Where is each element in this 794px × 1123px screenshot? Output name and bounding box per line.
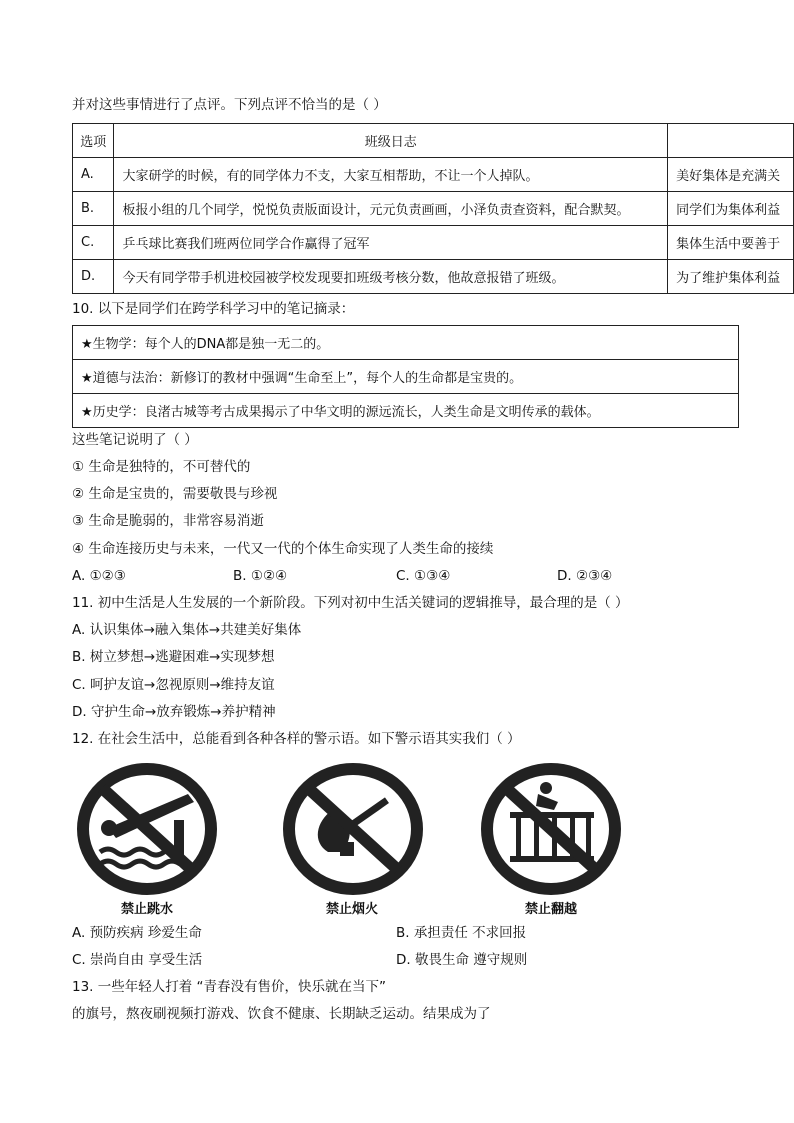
q10-option-a[interactable]: A. ①②③ xyxy=(72,568,126,584)
sign-caption-no-climbing: 禁止翻越 xyxy=(524,902,577,917)
q11-option-c[interactable]: C. 呵护友谊→忽视原则→维持友谊 xyxy=(72,677,275,693)
table-row xyxy=(73,192,794,226)
notes-box xyxy=(72,325,739,428)
row-option: C. xyxy=(73,226,114,260)
statement-3: ③ 生命是脆弱的，非常容易消逝 xyxy=(72,513,264,529)
table-row xyxy=(73,226,794,260)
q10-ask: 这些笔记说明了（ ） xyxy=(72,432,198,448)
row-option: B. xyxy=(73,192,114,226)
header-log: 班级日志 xyxy=(114,124,668,158)
q12-option-a[interactable]: A. 预防疾病 珍爱生命 xyxy=(72,925,202,941)
q9-intro: 并对这些事情进行了点评。下列点评不恰当的是（ ） xyxy=(72,97,387,113)
list-item xyxy=(73,326,739,360)
q13-line2: 的旗号，熬夜刷视频打游戏、饮食不健康、长期缺乏运动。结果成为了 xyxy=(72,1006,491,1022)
header-option: 选项 xyxy=(73,124,114,158)
q12-option-b[interactable]: B. 承担责任 不求回报 xyxy=(396,925,527,941)
q12-stem: 12. 在社会生活中，总能看到各种各样的警示语。如下警示语其实我们（ ） xyxy=(72,731,521,747)
q13-line1: 13. 一些年轻人打着 “青春没有售价，快乐就在当下” xyxy=(72,979,387,995)
note-history: ★历史学：良渚古城等考古成果揭示了中华文明的源远流长，人类生命是文明传承的载体。 xyxy=(73,394,739,428)
sign-caption-no-fire: 禁止烟火 xyxy=(325,902,378,917)
no-diving-icon xyxy=(76,762,218,896)
statement-1: ① 生命是独特的，不可替代的 xyxy=(72,459,251,475)
row-comment: 为了维护集体利益 xyxy=(668,260,794,294)
q12-option-d[interactable]: D. 敬畏生命 遵守规则 xyxy=(396,952,528,968)
q11-option-a[interactable]: A. 认识集体→融入集体→共建美好集体 xyxy=(72,622,302,638)
row-log: 板报小组的几个同学，悦悦负责版面设计，元元负责画画，小泽负责查资料，配合默契。 xyxy=(114,192,668,226)
row-comment: 同学们为集体利益 xyxy=(668,192,794,226)
statement-4: ④ 生命连接历史与未来，一代又一代的个体生命实现了人类生命的接续 xyxy=(72,541,494,557)
q10-option-b[interactable]: B. ①②④ xyxy=(233,568,288,584)
list-item xyxy=(73,360,739,394)
row-option: D. xyxy=(73,260,114,294)
q10-option-c[interactable]: C. ①③④ xyxy=(396,568,451,584)
list-item xyxy=(73,394,739,428)
no-climbing-icon xyxy=(480,762,622,896)
no-fire-icon xyxy=(282,762,424,896)
row-option: A. xyxy=(73,158,114,192)
table-row xyxy=(73,260,794,294)
table-header-row xyxy=(73,124,794,158)
note-biology: ★生物学：每个人的DNA都是独一无二的。 xyxy=(73,326,739,360)
q11-option-d[interactable]: D. 守护生命→放弃锻炼→养护精神 xyxy=(72,704,276,720)
q11-stem: 11. 初中生活是人生发展的一个新阶段。下列对初中生活关键词的逻辑推导，最合理的是（ ） xyxy=(72,595,629,611)
table-row xyxy=(73,158,794,192)
sign-caption-no-diving: 禁止跳水 xyxy=(120,902,173,917)
row-log: 大家研学的时候，有的同学体力不支，大家互相帮助，不让一个人掉队。 xyxy=(114,158,668,192)
row-comment: 集体生活中要善于 xyxy=(668,226,794,260)
note-morality: ★道德与法治：新修订的教材中强调“生命至上”，每个人的生命都是宝贵的。 xyxy=(73,360,739,394)
q10-stem: 10. 以下是同学们在跨学科学习中的笔记摘录： xyxy=(72,301,355,317)
q12-option-c[interactable]: C. 崇尚自由 享受生活 xyxy=(72,952,203,968)
row-comment: 美好集体是充满关 xyxy=(668,158,794,192)
header-comment xyxy=(668,124,794,158)
row-log: 今天有同学带手机进校园被学校发现要扣班级考核分数，他故意报错了班级。 xyxy=(114,260,668,294)
row-log: 乒乓球比赛我们班两位同学合作赢得了冠军 xyxy=(114,226,668,260)
q11-option-b[interactable]: B. 树立梦想→逃避困难→实现梦想 xyxy=(72,649,275,665)
statement-2: ② 生命是宝贵的，需要敬畏与珍视 xyxy=(72,486,278,502)
class-log-table xyxy=(72,123,794,294)
q10-option-d[interactable]: D. ②③④ xyxy=(557,568,613,584)
